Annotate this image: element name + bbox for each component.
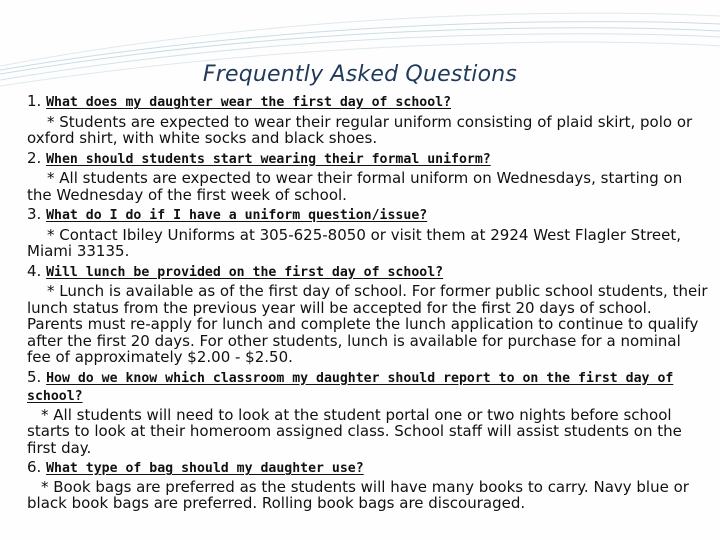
faq-question: When should students start wearing their formal uniform? [46, 151, 491, 167]
faq-question-row [27, 369, 709, 406]
faq-number: 6. [27, 458, 42, 476]
faq-question: How do we know which classroom my daughter should report to on the first day of school? [27, 370, 674, 404]
faq-answer [27, 479, 709, 512]
faq-answer-text: * All students are expected to wear their formal uniform on Wednesdays, starting on the Wednesday of the first week of school. [27, 169, 683, 204]
faq-question-row [27, 263, 709, 282]
faq-question: What do I do if I have a uniform question/issue? [46, 208, 428, 223]
faq-item [27, 459, 709, 512]
faq-answer [27, 407, 709, 457]
faq-question: What type of bag should my daughter use? [46, 461, 364, 476]
faq-answer-text: * Students are expected to wear their regular uniform consisting of plaid skirt, polo or oxford shirt, with white socks and black shoes. [27, 112, 693, 147]
faq-question: Will lunch be provided on the first day of school? [46, 264, 444, 280]
faq-item [27, 263, 709, 366]
faq-question-row [27, 459, 709, 478]
page-title: Frequently Asked Questions [202, 62, 518, 87]
faq-number: 2. [27, 148, 42, 167]
faq-answer-text: * All students will need to look at the student portal one or two nights before school starts to look at their homeroom assigned class. School staff will assist students on the first day. [27, 405, 682, 457]
faq-question-row [27, 93, 709, 112]
faq-answer-text: * Contact Ibiley Uniforms at 305-625-8050 or visit them at 2924 West Flagler Street, Miami 33135. [27, 225, 682, 260]
faq-answer [27, 114, 709, 147]
faq-list [27, 93, 709, 515]
faq-number: 5. [27, 367, 42, 386]
faq-answer [27, 283, 709, 366]
faq-answer-text: * Lunch is available as of the first day of school. For former public school students, their lunch status from the previous year will be accepted for the first 20 days of school. Parents must re-apply for lunch and complete the lunch application to continue to qualify after the first 20 days. For other students, lunch is available for purchase for a nominal fee of approximately $2.00 - $2.50. [27, 282, 708, 366]
faq-number: 4. [27, 261, 42, 280]
faq-item [27, 369, 709, 457]
faq-answer-text: * Book bags are preferred as the students will have many books to carry. Navy blue or black book bags are preferred. Rolling book bags are discouraged. [27, 477, 689, 512]
faq-item [27, 206, 709, 260]
faq-number: 3. [27, 205, 42, 223]
faq-question-row [27, 206, 709, 225]
faq-question: What does my daughter wear the first day of school? [46, 95, 452, 110]
faq-number: 1. [27, 92, 42, 110]
faq-item [27, 93, 709, 147]
faq-question-row [27, 150, 709, 169]
faq-answer [27, 170, 709, 203]
faq-answer [27, 227, 709, 260]
faq-item [27, 150, 709, 204]
